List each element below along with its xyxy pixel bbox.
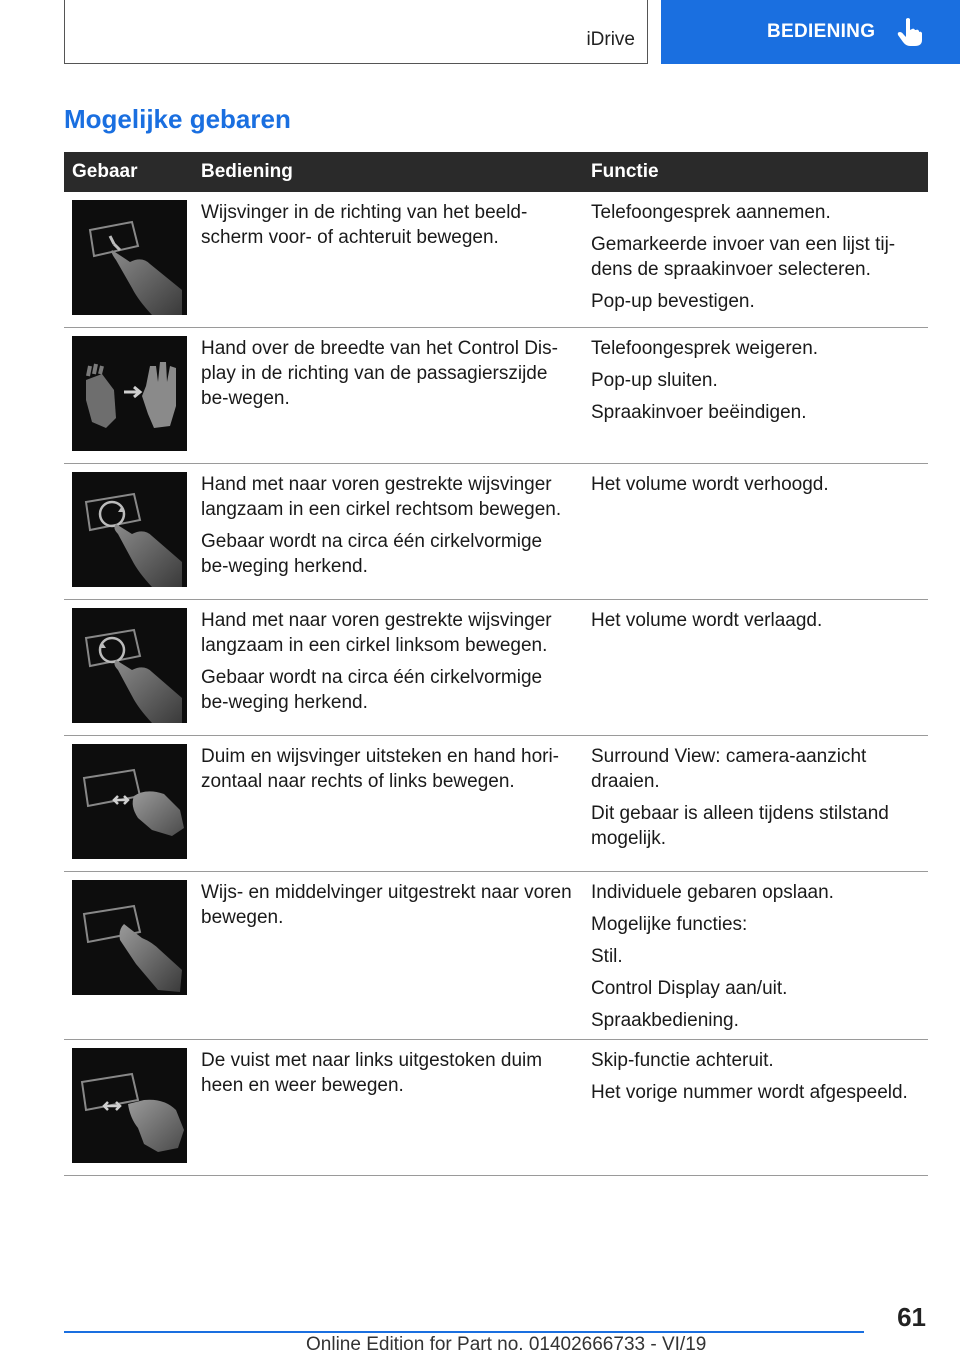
function-text: Pop-up bevestigen. bbox=[591, 291, 755, 312]
footer-divider bbox=[64, 1331, 864, 1333]
function-text: Control Display aan/uit. bbox=[591, 978, 788, 999]
table-row bbox=[64, 872, 928, 1040]
operation-text: De vuist met naar links uitgestoken duim heen en weer bewegen. bbox=[201, 1050, 543, 1096]
function-text: Skip-functie achteruit. bbox=[591, 1050, 774, 1071]
operation-text: Duim en wijsvinger uitsteken en hand hori-zontaal naar rechts of links bewegen. bbox=[201, 746, 560, 792]
function-text: Telefoongesprek aannemen. bbox=[591, 202, 831, 223]
function-text: Spraakbediening. bbox=[591, 1010, 739, 1031]
function-text: Pop-up sluiten. bbox=[591, 370, 718, 391]
col-header-operation: Bediening bbox=[201, 161, 293, 182]
operation-text: Wijs- en middelvinger uitgestrekt naar voren bewegen. bbox=[201, 882, 572, 928]
table-row bbox=[64, 464, 928, 600]
function-text: Mogelijke functies: bbox=[591, 914, 748, 935]
gesture-thumb-finger-swipe-icon bbox=[72, 744, 187, 859]
table-row bbox=[64, 192, 928, 328]
operation-text: Gebaar wordt na circa één cirkelvormige be-weging herkend. bbox=[201, 667, 543, 713]
function-text: Dit gebaar is alleen tijdens stilstand mogelijk. bbox=[591, 803, 889, 849]
operation-text: Hand met naar voren gestrekte wijsvinger langzaam in een cirkel linksom bewegen. bbox=[201, 610, 552, 656]
table-row bbox=[64, 600, 928, 736]
function-text: Het volume wordt verhoogd. bbox=[591, 474, 829, 495]
operation-text: Wijsvinger in de richting van het beeld-scherm voor- of achteruit bewegen. bbox=[201, 202, 528, 248]
pointing-hand-icon bbox=[897, 17, 923, 47]
gesture-fist-thumb-icon bbox=[72, 1048, 187, 1163]
page-number: 61 bbox=[897, 1302, 926, 1332]
gesture-two-fingers-forward-icon bbox=[72, 880, 187, 995]
operation-text: Gebaar wordt na circa één cirkelvormige be-weging herkend. bbox=[201, 531, 543, 577]
table-header-row bbox=[64, 152, 928, 192]
header-section-label: iDrive bbox=[586, 29, 635, 50]
function-text: Spraakinvoer beëindigen. bbox=[591, 402, 807, 423]
function-text: Surround View: camera-aanzicht draaien. bbox=[591, 746, 867, 792]
gesture-circle-clockwise-icon bbox=[72, 472, 187, 587]
function-text: Gemarkeerde invoer van een lijst tij-dens de spraakinvoer selecteren. bbox=[591, 234, 896, 280]
header-chapter-tab bbox=[661, 0, 960, 64]
function-text: Het vorige nummer wordt afgespeeld. bbox=[591, 1082, 908, 1103]
function-text: Telefoongesprek weigeren. bbox=[591, 338, 819, 359]
header-chapter-label: BEDIENING bbox=[767, 21, 876, 42]
operation-text: Hand over de breedte van het Control Dis-play in de richting van de passagierszijde be-wegen. bbox=[201, 338, 558, 409]
function-text: Individuele gebaren opslaan. bbox=[591, 882, 834, 903]
gestures-table bbox=[64, 152, 928, 1176]
col-header-function: Functie bbox=[591, 161, 659, 182]
gesture-circle-counterclockwise-icon bbox=[72, 608, 187, 723]
gesture-point-forward-back-icon bbox=[72, 200, 187, 315]
table-row bbox=[64, 1040, 928, 1176]
function-text: Stil. bbox=[591, 946, 623, 967]
function-text: Het volume wordt verlaagd. bbox=[591, 610, 823, 631]
header-section-box bbox=[64, 0, 648, 64]
table-row bbox=[64, 736, 928, 872]
page-title: Mogelijke gebaren bbox=[64, 104, 291, 134]
operation-text: Hand met naar voren gestrekte wijsvinger langzaam in een cirkel rechtsom bewegen. bbox=[201, 474, 562, 520]
footer-edition: Online Edition for Part no. 01402666733 - VI/19 bbox=[306, 1334, 707, 1355]
col-header-gesture: Gebaar bbox=[72, 161, 138, 182]
gesture-hand-swipe-icon bbox=[72, 336, 187, 451]
table-row bbox=[64, 328, 928, 464]
